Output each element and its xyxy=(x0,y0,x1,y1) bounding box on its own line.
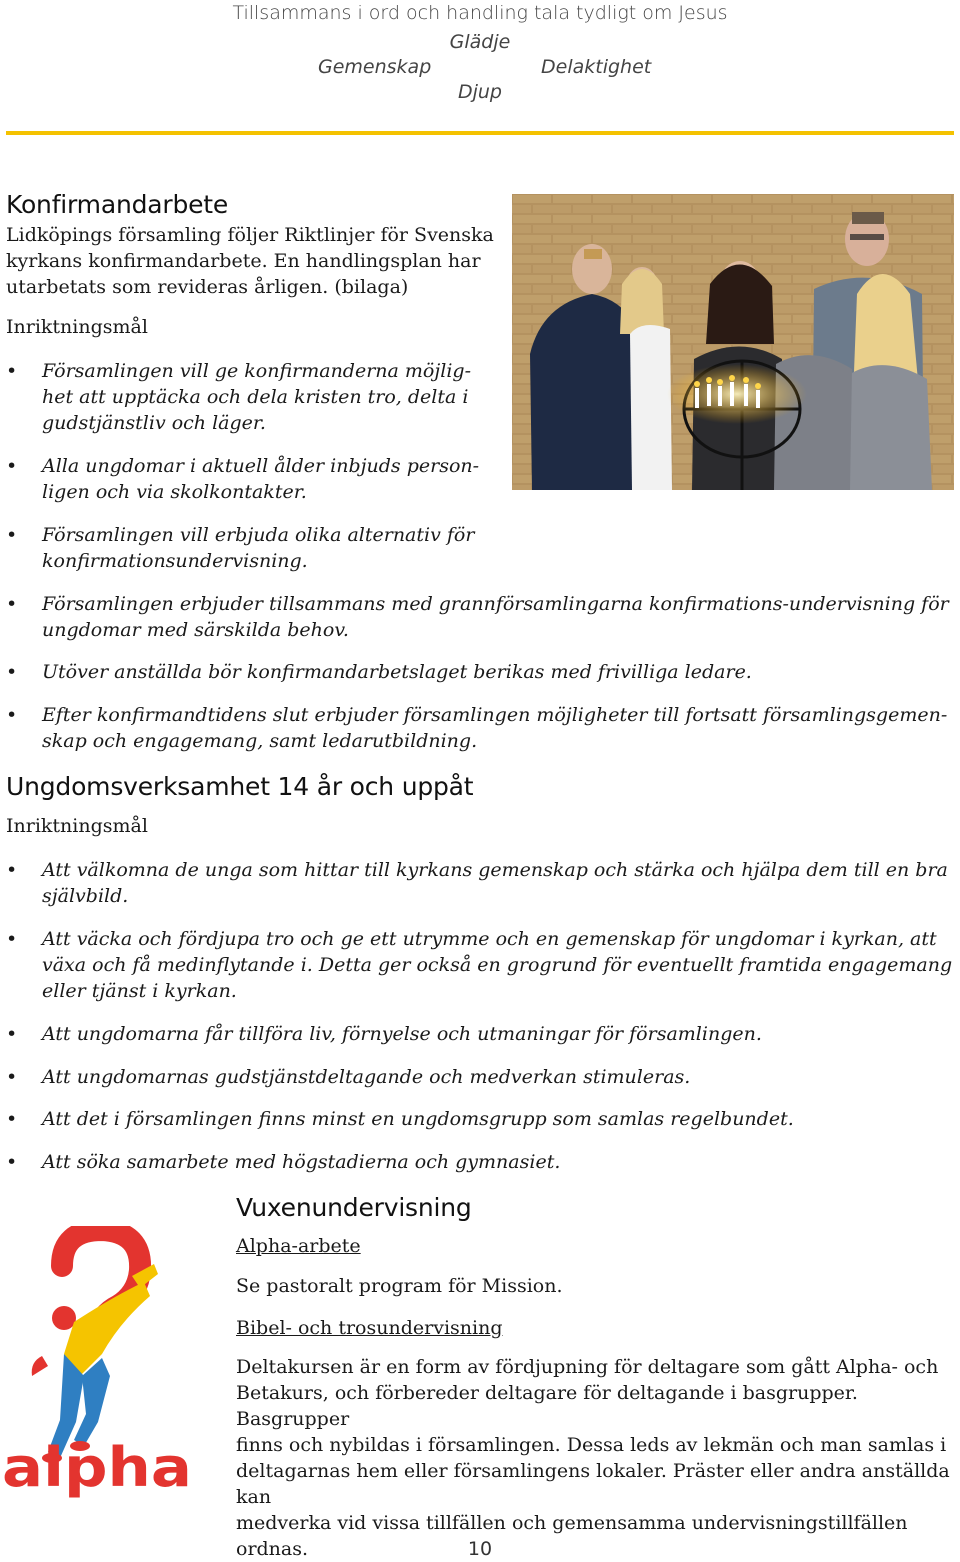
bullet-dot: • xyxy=(6,1066,18,1088)
bullet-dot: • xyxy=(6,593,18,615)
header-tagline: Tillsammans i ord och handling tala tydligt om Jesus xyxy=(232,2,728,24)
bibel-line: deltagarnas hem eller församlingens lokaler. Präster eller andra anställda kan xyxy=(236,1460,950,1508)
ungdom-bullet xyxy=(6,1064,956,1090)
konfirmand-bullet xyxy=(6,702,956,754)
konfirmand-bullet xyxy=(6,358,496,436)
header-word-gladje: Glädje xyxy=(449,31,511,53)
bullet-dot: • xyxy=(6,360,18,382)
alpha-logo xyxy=(2,1226,194,1498)
bibel-line: Deltakursen är en form av fördjupning för deltagare som gått Alpha- och xyxy=(236,1356,939,1378)
header-word-gemenskap: Gemenskap xyxy=(318,56,432,78)
bullet-dot: • xyxy=(6,859,18,881)
header-word-delaktighet: Delaktighet xyxy=(541,56,652,78)
bullet-dot: • xyxy=(6,1108,18,1130)
alpha-wordmark: alpha xyxy=(2,1436,193,1498)
ungdom-bullet xyxy=(6,857,956,909)
bibel-paragraph xyxy=(236,1354,960,1562)
konfirmand-bullet xyxy=(6,591,956,643)
heading-vuxenundervisning: Vuxenundervisning xyxy=(236,1193,472,1222)
bibel-line: finns och nybildas i församlingen. Dessa leds av lekmän och man samlas i xyxy=(236,1434,947,1456)
bullet-dot: • xyxy=(6,704,18,726)
bullet-text: Att välkomna de unga som hittar till kyrkans gemenskap och stärka och hjälpa dem till en bra självbild. xyxy=(42,859,948,907)
heading-ungdomsverksamhet: Ungdomsverksamhet 14 år och uppåt xyxy=(6,772,474,801)
bullet-text: Att det i församlingen finns minst en ungdomsgrupp som samlas regelbundet. xyxy=(42,1108,794,1130)
konfirmand-bullet xyxy=(6,659,956,685)
bullet-text: Att ungdomarnas gudstjänstdeltagande och medverkan stimuleras. xyxy=(42,1066,691,1088)
confirmation-candle-photo xyxy=(512,194,954,490)
bullet-text: Att väcka och fördjupa tro och ge ett utrymme och en gemenskap för ungdomar i kyrkan, att växa och få medinflytande i. Detta ger också en grogrund för eventuellt framtida engagemang eller tjänst i kyrkan. xyxy=(42,928,953,1002)
ungdom-bullet xyxy=(6,1106,956,1132)
bullet-dot: • xyxy=(6,1151,18,1173)
bullet-text: Att söka samarbete med högstadierna och gymnasiet. xyxy=(42,1151,561,1173)
header-divider xyxy=(6,131,954,135)
konfirmand-bullet xyxy=(6,453,496,505)
ungdom-bullet xyxy=(6,1149,956,1175)
bibel-line: Betakurs, och förbereder deltagare för deltagande i basgrupper. Basgrupper xyxy=(236,1382,858,1430)
konfirmand-intro-line: kyrkans konfirmandarbete. En handlingsplan har xyxy=(6,250,481,272)
bullet-text: Församlingen vill erbjuda olika alternativ för konfirmationsundervisning. xyxy=(42,524,475,572)
bullet-dot: • xyxy=(6,1023,18,1045)
bullet-text: Att ungdomarna får tillföra liv, förnyelse och utmaningar för församlingen. xyxy=(42,1023,762,1045)
header-word-djup: Djup xyxy=(457,81,502,103)
bibel-heading: Bibel- och trosundervisning xyxy=(236,1317,503,1339)
alpha-arbete-heading: Alpha-arbete xyxy=(236,1235,361,1257)
bullet-text: Alla ungdomar i aktuell ålder inbjuds person- ligen och via skolkontakter. xyxy=(42,455,480,503)
konfirmand-intro xyxy=(6,222,506,300)
alpha-arbete-text: Se pastoralt program för Mission. xyxy=(236,1275,563,1297)
ungdom-bullet xyxy=(6,926,956,1004)
bullet-dot: • xyxy=(6,928,18,950)
bullet-dot: • xyxy=(6,455,18,477)
bullet-dot: • xyxy=(6,524,18,546)
bibel-line: medverka vid vissa tillfällen och gemensamma undervisningstillfällen ordnas. xyxy=(236,1512,908,1560)
bullet-text: Församlingen erbjuder tillsammans med grannförsamlingarna konfirmations-undervisning för ungdomar med särskilda behov. xyxy=(42,593,949,641)
konfirmand-bullet xyxy=(6,522,496,574)
bullet-text: Efter konfirmandtidens slut erbjuder församlingen möjligheter till fortsatt församlingsgemen- skap och engagemang, samt ledarutbildning. xyxy=(42,704,948,752)
bullet-dot: • xyxy=(6,661,18,683)
bullet-text: Församlingen vill ge konfirmanderna möjlig- het att upptäcka och dela kristen tro, delta i gudstjänstliv och läger. xyxy=(42,360,471,434)
ungdom-subheading: Inriktningsmål xyxy=(6,815,148,837)
page-number: 10 xyxy=(467,1538,493,1560)
heading-konfirmandarbete: Konfirmandarbete xyxy=(6,190,229,219)
konfirmand-intro-line: utarbetats som revideras årligen. (bilaga) xyxy=(6,276,409,298)
bullet-text: Utöver anställda bör konfirmandarbetslaget berikas med frivilliga ledare. xyxy=(42,661,752,683)
ungdom-bullet xyxy=(6,1021,956,1047)
konfirmand-subheading: Inriktningsmål xyxy=(6,316,148,338)
konfirmand-intro-line: Lidköpings församling följer Riktlinjer för Svenska xyxy=(6,224,494,246)
